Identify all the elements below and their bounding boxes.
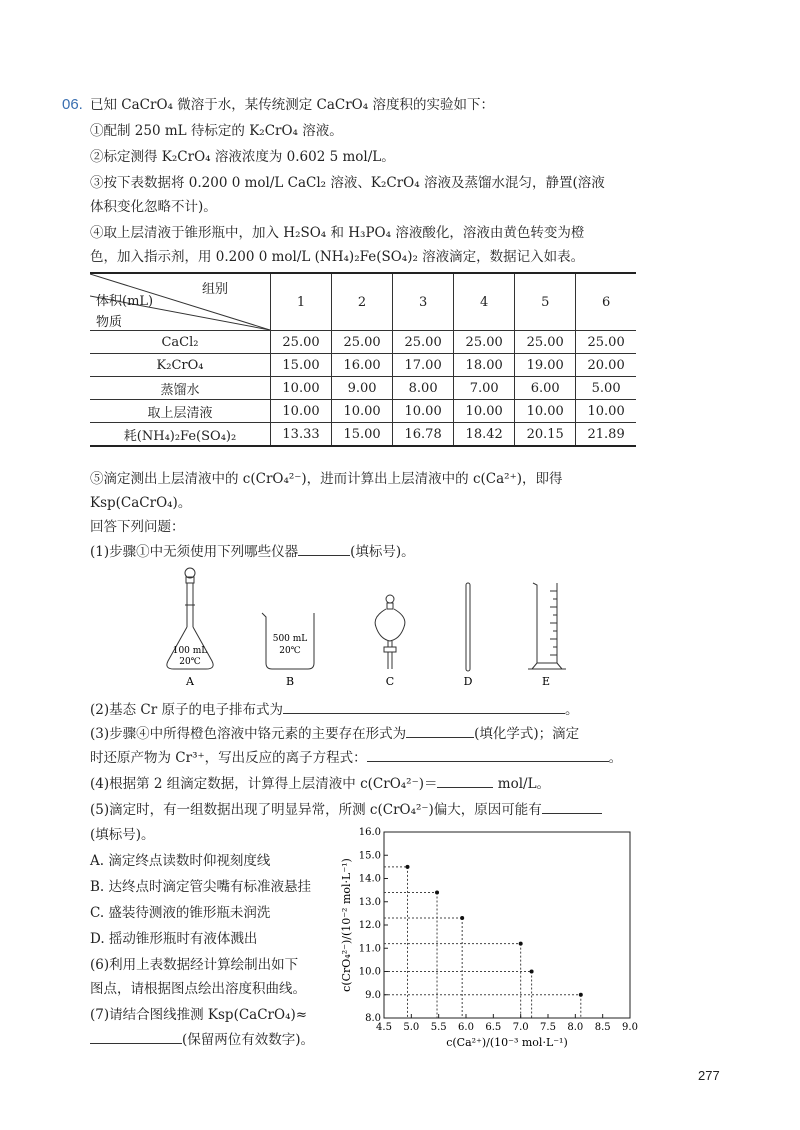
instrument-label: D	[463, 675, 473, 688]
row-label: 蒸馏水	[90, 377, 271, 400]
subquestion-6-cont: 图点，请根据图点绘出溶度积曲线。	[90, 981, 306, 997]
chart-data-point	[406, 865, 410, 869]
subquestion-5-cont: (填标号)。	[90, 827, 155, 843]
chart-data-point	[579, 993, 583, 997]
chart-data-point	[460, 916, 464, 920]
answer-blank[interactable]	[367, 748, 609, 762]
table-cell: 18.00	[454, 354, 515, 377]
group-header: 4	[454, 273, 515, 331]
corner-label-substance: 物质	[96, 315, 123, 330]
table-cell: 6.00	[515, 377, 576, 400]
step-5-cont: Ksp(CaCrO₄)。	[90, 495, 192, 511]
row-label: CaCl₂	[90, 331, 271, 354]
group-header: 5	[515, 273, 576, 331]
instrument-label: A	[186, 675, 194, 688]
table-cell: 25.00	[454, 331, 515, 354]
table-corner-cell	[90, 273, 271, 331]
question-intro: 已知 CaCrO₄ 微溶于水，某传统测定 CaCrO₄ 溶度积的实验如下：	[90, 97, 494, 113]
chart-x-tick-label: 7.5	[540, 1022, 556, 1033]
table-cell: 17.00	[393, 354, 454, 377]
chart-data-point	[435, 890, 439, 894]
step-3: ③按下表数据将 0.200 0 mol/L CaCl₂ 溶液、K₂CrO₄ 溶液及蒸馏水混匀，静置(溶液	[90, 175, 605, 191]
table-cell: 10.00	[393, 400, 454, 423]
instrument-label: B	[285, 675, 295, 688]
chart-y-tick-label: 9.0	[365, 989, 381, 1001]
step-1: ①配制 250 mL 待标定的 K₂CrO₄ 溶液。	[90, 123, 343, 139]
answer-blank[interactable]	[90, 1030, 182, 1044]
table-row	[90, 377, 636, 400]
subquestion-4: (4)根据第 2 组滴定数据，计算得上层清液中 c(CrO₄²⁻)＝ mol/L。	[90, 776, 551, 792]
solubility-chart	[338, 822, 648, 1054]
table-cell: 25.00	[576, 331, 636, 354]
row-label: 取上层清液	[90, 400, 271, 423]
beaker-temp-label: 20℃	[279, 646, 301, 656]
glass-rod-icon	[466, 583, 470, 671]
table-cell: 20.15	[515, 423, 576, 447]
table-row	[90, 423, 636, 447]
answer-blank[interactable]	[298, 542, 350, 556]
option-a: A. 滴定终点读数时仰视刻度线	[90, 853, 271, 869]
table-cell: 5.00	[576, 377, 636, 400]
chart-y-axis-label: c(CrO₄²⁻)/(10⁻² mol·L⁻¹)	[340, 858, 353, 992]
table-row	[90, 331, 636, 354]
table-row	[90, 354, 636, 377]
chart-x-tick-label: 8.5	[594, 1022, 611, 1033]
table-cell: 10.00	[576, 400, 636, 423]
table-cell: 10.00	[271, 377, 332, 400]
chart-y-tick-label: 14.0	[358, 873, 381, 885]
chart-x-axis-label: c(Ca²⁺)/(10⁻³ mol·L⁻¹)	[446, 1036, 568, 1049]
answer-blank[interactable]	[406, 724, 474, 738]
beaker-volume-label: 500 mL	[272, 634, 308, 644]
step-5: ⑤滴定测出上层清液中的 c(CrO₄²⁻)，进而计算出上层清液中的 c(Ca²⁺)，即得	[90, 471, 563, 487]
chart-x-tick-label: 7.0	[512, 1022, 529, 1033]
chart-x-tick-label: 8.0	[567, 1022, 584, 1033]
answer-prompt: 回答下列问题：	[90, 519, 185, 535]
step-3-cont: 体积变化忽略不计)。	[90, 199, 217, 215]
chart-x-tick-label: 4.5	[376, 1022, 392, 1033]
group-header: 6	[576, 273, 636, 331]
option-b: B. 达终点时滴定管尖嘴有标准液悬挂	[90, 879, 312, 895]
subquestion-7: (7)请结合图线推测 Ksp(CaCrO₄)≈	[90, 1007, 308, 1023]
subquestion-5: (5)滴定时，有一组数据出现了明显异常，所测 c(CrO₄²⁻)偏大，原因可能有	[90, 800, 602, 819]
table-cell: 8.00	[393, 377, 454, 400]
chart-data-point	[519, 942, 523, 946]
table-cell: 18.42	[454, 423, 515, 447]
table-cell: 13.33	[271, 423, 332, 447]
step-4: ④取上层清液于锥形瓶中，加入 H₂SO₄ 和 H₃PO₄ 溶液酸化，溶液由黄色转变为橙	[90, 225, 585, 241]
table-cell: 16.00	[332, 354, 393, 377]
table-row	[90, 400, 636, 423]
step-4-cont: 色，加入指示剂，用 0.200 0 mol/L (NH₄)₂Fe(SO₄)₂ 溶液滴定，数据记入如表。	[90, 249, 585, 265]
table-cell: 25.00	[271, 331, 332, 354]
table-cell: 25.00	[393, 331, 454, 354]
table-cell: 10.00	[454, 400, 515, 423]
group-header: 1	[271, 273, 332, 331]
subquestion-3-cont: 时还原产物为 Cr³⁺，写出反应的离子方程式： 。	[90, 750, 623, 766]
chart-y-tick-label: 15.0	[358, 850, 381, 862]
corner-label-volume: 体积(mL)	[96, 294, 154, 309]
table-cell: 15.00	[271, 354, 332, 377]
flask-temp-label: 20℃	[179, 657, 201, 667]
flask-volume-label: 100 mL	[172, 646, 208, 656]
corner-label-group: 组别	[202, 282, 229, 297]
chart-y-tick-label: 11.0	[358, 943, 381, 955]
instruments-figure	[150, 565, 570, 695]
separatory-funnel-icon	[375, 595, 405, 669]
subquestion-3: (3)步骤④中所得橙色溶液中铬元素的主要存在形式为 (填化学式)；滴定	[90, 726, 580, 742]
table-cell: 10.00	[515, 400, 576, 423]
table-header-row	[90, 273, 636, 331]
chart-data-point	[530, 970, 534, 974]
chart-plot-frame	[384, 832, 630, 1018]
instrument-label: E	[541, 675, 551, 688]
subquestion-6: (6)利用上表数据经计算绘制出如下	[90, 957, 299, 973]
subquestion-7-cont: (保留两位有效数字)。	[90, 1030, 314, 1049]
table-cell: 10.00	[271, 400, 332, 423]
chart-x-tick-label: 9.0	[622, 1022, 638, 1033]
chart-x-tick-label: 5.5	[430, 1022, 447, 1033]
step-2: ②标定测得 K₂CrO₄ 溶液浓度为 0.602 5 mol/L。	[90, 149, 395, 165]
page-number: 277	[698, 1068, 720, 1083]
chart-y-tick-label: 13.0	[358, 896, 381, 908]
question-number: 06.	[62, 96, 83, 113]
subquestion-1: (1)步骤①中无须使用下列哪些仪器 (填标号)。	[90, 544, 415, 560]
data-table	[90, 272, 636, 447]
row-label: K₂CrO₄	[90, 354, 271, 377]
chart-x-tick-label: 5.0	[403, 1022, 420, 1033]
chart-y-tick-label: 10.0	[358, 966, 381, 978]
table-cell: 20.00	[576, 354, 636, 377]
chart-x-tick-label: 6.5	[485, 1022, 502, 1033]
table-cell: 15.00	[332, 423, 393, 447]
graduated-cylinder-icon	[528, 583, 566, 669]
answer-blank[interactable]	[437, 774, 493, 788]
table-cell: 25.00	[515, 331, 576, 354]
group-header: 2	[332, 273, 393, 331]
table-cell: 10.00	[332, 400, 393, 423]
answer-blank[interactable]	[542, 800, 602, 814]
table-cell: 21.89	[576, 423, 636, 447]
table-cell: 19.00	[515, 354, 576, 377]
table-cell: 9.00	[332, 377, 393, 400]
chart-x-tick-label: 6.0	[458, 1022, 474, 1033]
option-d: D. 摇动锥形瓶时有液体溅出	[90, 931, 258, 947]
table-cell: 16.78	[393, 423, 454, 447]
chart-y-tick-label: 16.0	[358, 827, 381, 838]
chart-y-tick-label: 12.0	[358, 920, 381, 931]
answer-blank[interactable]	[283, 700, 565, 714]
instrument-label: C	[385, 675, 395, 688]
subquestion-2: (2)基态 Cr 原子的电子排布式为 。	[90, 702, 579, 718]
row-label: 耗(NH₄)₂Fe(SO₄)₂	[90, 423, 271, 447]
option-c: C. 盛装待测液的锥形瓶未润洗	[90, 905, 271, 921]
table-cell: 7.00	[454, 377, 515, 400]
group-header: 3	[393, 273, 454, 331]
chart-y-tick-label: 8.0	[365, 1013, 381, 1024]
table-cell: 25.00	[332, 331, 393, 354]
